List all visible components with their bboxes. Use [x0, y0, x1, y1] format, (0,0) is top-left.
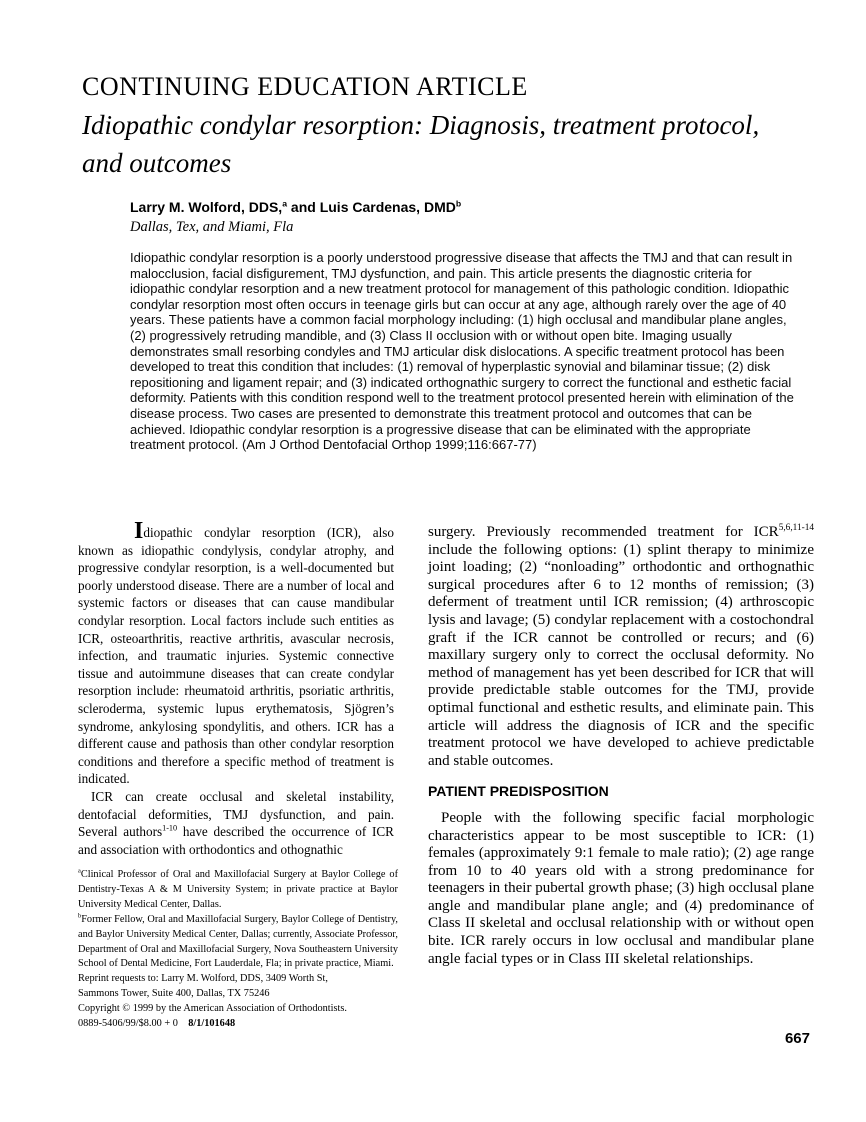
- footnote-block: [78, 868, 398, 1032]
- section-heading-patient-predisposition: PATIENT PREDISPOSITION: [428, 783, 609, 800]
- footnote-b: $^b$Former Fellow, Oral and Maxillofacial Surgery, Baylor College of Dentistry, and Baylor University Medical Center, Dallas; currently, Associate Professor, Department of Oral and Maxillofacial Surgery, Nova Southeastern University School of Dental Medicine, Fort Lauderdale, Fla; in private practice, Miami.: [78, 912, 398, 970]
- footnote-reprint-line2: Sammons Tower, Suite 400, Dallas, TX 75246: [78, 988, 270, 1000]
- body-paragraph-4: People with the following specific facial morphologic characteristics appear to be most susceptible to ICR: (1) females (approximately 9:1 female to male ratio); (2) age range from 10 to 40 years old with a strong predominance for teenagers in their pubertal growth phase; (3) high occlusal plane angle and mandibular plane angle; and (4) predominance of Class II skeletal and occlusal relationship with or without open bite. ICR rarely occurs in low occlusal and mandibular plane angle facial types or in Class III skeletal relationships.: [428, 809, 814, 967]
- footnote-copyright: Copyright © 1999 by the American Association of Orthodontists.: [78, 1003, 347, 1015]
- article-title: [82, 106, 802, 182]
- article-title-line2: and outcomes: [82, 148, 232, 178]
- page-number: 667: [784, 1030, 810, 1047]
- body-column-right: [428, 524, 814, 968]
- footnote-reprint-line1: Reprint requests to: Larry M. Wolford, DDS, 3409 Worth St,: [78, 973, 328, 985]
- body-paragraph-1-text: diopathic condylar resorption (ICR), also known as idiopathic condylysis, condylar atrophy, and progressive condylar resorption, is a well-documented but poorly understood disease. There are a number of local and systemic factors or diseases that can cause mandibular condylar resorption. Local factors include such entities as ICR, osteoarthritis, reactive arthritis, avascular necrosis, infection, and traumatic injuries. Systemic connective tissue and autoimmune diseases that can create condylar resorption include: rheumatoid arthritis, psoriatic arthritis, scleroderma, systemic lupus erythematosis, Sjögren’s syndrome, ankylosing spondylitis, and others. ICR has a different cause and pathosis than other condylar resorption conditions and therefore a specific method of treatment is indicated.: [78, 525, 394, 787]
- body-column-left: [78, 518, 394, 858]
- article-title-line1: Idiopathic condylar resorption: Diagnosis, treatment protocol,: [82, 110, 760, 140]
- body-paragraph-2: ICR can create occlusal and skeletal instability, dentofacial deformities, TMJ dysfunction, and pain. Several authors$^{1-10}$ have described the occurrence of ICR and association with orthodontics and othognathic: [78, 788, 394, 857]
- footnote-code: 0889-5406/99/$8.00 + 0 8/1/101648: [78, 1018, 236, 1030]
- footnote-a: $^a$Clinical Professor of Oral and Maxillofacial Surgery at Baylor College of Dentistry-Texas A & M University System; in private practice at Baylor University Medical Center, Dallas.: [78, 867, 398, 910]
- author-affiliation: Dallas, Tex, and Miami, Fla: [130, 219, 294, 235]
- body-paragraph-3: surgery. Previously recommended treatment for ICR$^{5,6,11-14}$ include the following options: (1) splint therapy to minimize joint loading; (2) “nonloading” orthodontic and orthognathic surgical procedures after 6 to 12 months of remission; (3) deferment of treatment until ICR remission; (4) arthroscopic lysis and lavage; (5) condylar replacement with a costochondral graft if the ICR cannot be controlled or recurs; and (6) maxillary surgery only to correct the occlusal deformity. No method of management has yet been described for ICR that will provide predictable stable outcomes for the TMJ, provide optimal functional and esthetic results, and eliminate pain. This article will address the diagnosis of ICR and the specific treatment protocol we have developed to achieve predictable and stable outcomes.: [428, 523, 814, 769]
- drop-cap: I: [134, 518, 144, 544]
- author-byline: Larry M. Wolford, DDS,$^a$ and Luis Cardenas, DMD$^b$: [130, 198, 462, 215]
- body-paragraph-1: [78, 518, 394, 788]
- abstract-text: Idiopathic condylar resorption is a poorly understood progressive disease that affects the TMJ and that can result in malocclusion, facial disfigurement, TMJ dysfunction, and pain. This article presents the diagnostic criteria for idiopathic condylar resorption and a new treatment protocol for management of this pathologic condition. Idiopathic condylar resorption most often occurs in teenage girls but can occur at any age, although rarely over the age of 40 years. These patients have a common facial morphology including: (1) high occlusal and mandibular plane angles, (2) progressively retruding mandible, and (3) Class II occlusion with or without open bite. Imaging usually demonstrates small resorbing condyles and TMJ articular disk dislocations. A specific treatment protocol has been developed to treat this condition that includes: (1) removal of hyperplastic synovial and bilaminar tissue; (2) disk repositioning and ligament repair; and (3) indicated orthognathic surgery to correct the functional and esthetic facial deformity. Patients with this condition respond well to the treatment protocol presented herein with elimination of the disease process. Two cases are presented to demonstrate this treatment protocol and outcomes that can be achieved. Idiopathic condylar resorption is a progressive disease that can be eliminated with the appropriate treatment protocol. (Am J Orthod Dentofacial Orthop 1999;116:667-77): [130, 250, 794, 453]
- article-kicker: CONTINUING EDUCATION ARTICLE: [82, 72, 528, 101]
